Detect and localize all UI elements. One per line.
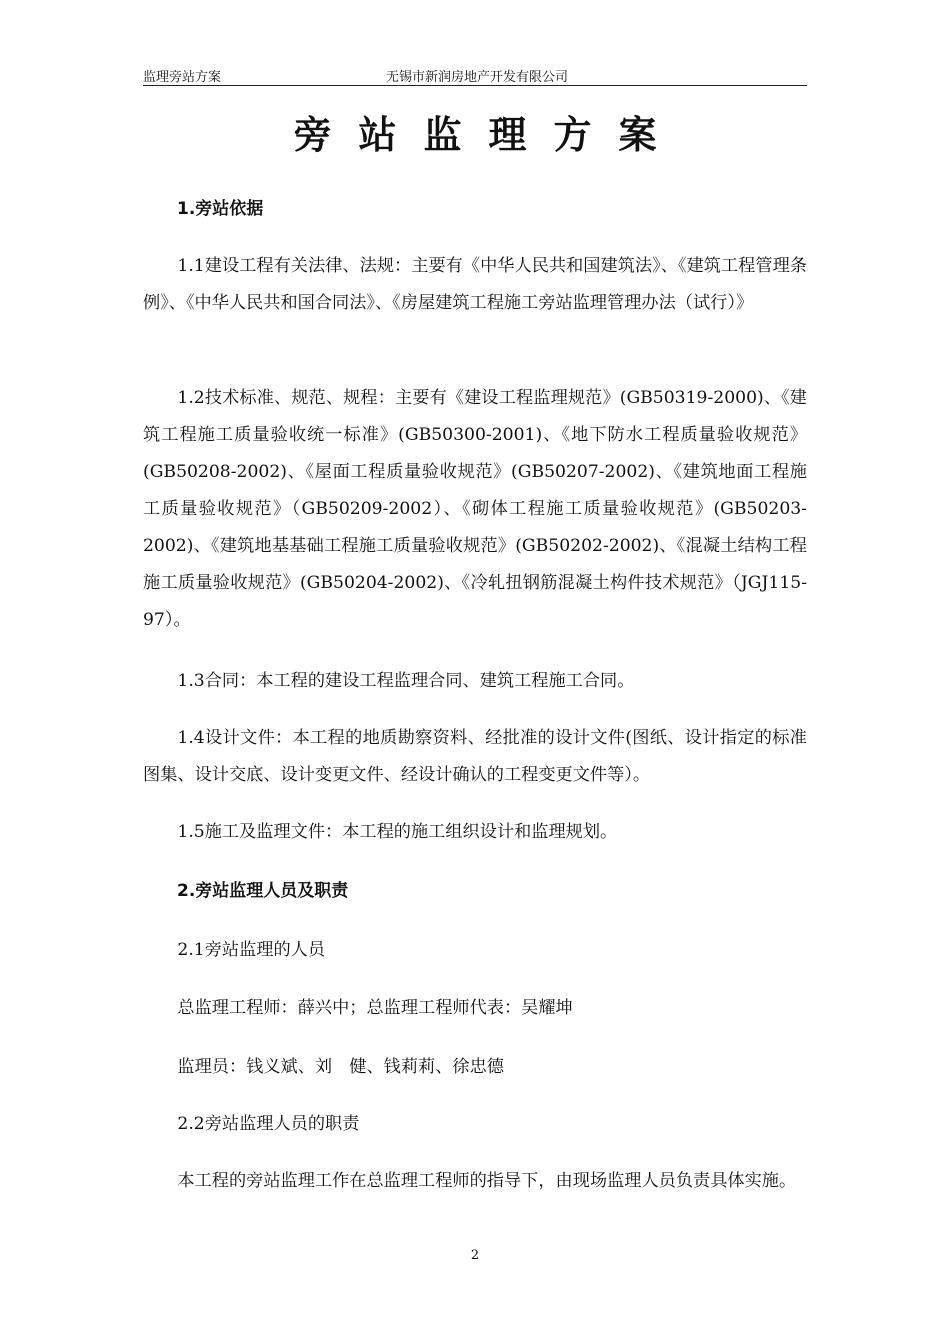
- paragraph-1-5: 1.5施工及监理文件：本工程的施工组织设计和监理规划。: [177, 822, 618, 842]
- document-title: 旁站监理方案: [293, 113, 684, 157]
- supervisors-line: 监理员：钱义斌、刘 健、钱莉莉、徐忠德: [177, 1057, 504, 1077]
- page-header: [143, 66, 807, 86]
- page-number: 2: [470, 1248, 480, 1263]
- paragraph-2-1: 2.1旁站监理的人员: [177, 940, 326, 960]
- paragraph-2-2-text: 本工程的旁站监理工作在总监理工程师的指导下，由现场监理人员负责具体实施。: [177, 1171, 797, 1191]
- header-doc-name: 监理旁站方案: [143, 70, 222, 85]
- paragraph-1-2: 1.2技术标准、规范、规程：主要有《建设工程监理规范》(GB50319-2000)、《建筑工程施工质量验收统一标准》(GB50300-2001)、《地下防水工程质量验收规范》(GB50208-2002)、《屋面工程质量验收规范》(GB50207-2002)、《建筑地面工程施工质量验收规范》（GB50209-2002）、《砌体工程施工质量验收规范》(GB50203-2002)、《建筑地基基础工程施工质量验收规范》(GB50202-2002)、《混凝土结构工程施工质量验收规范》(GB50204-2002)、《冷轧扭钢筋混凝土构件技术规范》（JGJ115-97）。: [143, 388, 807, 630]
- paragraph-1-1: 1.1建设工程有关法律、法规：主要有《中华人民共和国建筑法》、《建筑工程管理条例》、《中华人民共和国合同法》、《房屋建筑工程施工旁站监理管理办法（试行）》: [143, 256, 807, 313]
- chief-supervisor-line: 总监理工程师：薛兴中；总监理工程师代表：吴耀坤: [177, 998, 573, 1018]
- paragraph-2-2: 2.2旁站监理人员的职责: [177, 1114, 360, 1134]
- paragraph-1-4: 1.4设计文件：本工程的地质勘察资料、经批准的设计文件(图纸、设计指定的标准图集、设计交底、设计变更文件、经设计确认的工程变更文件等）。: [143, 728, 807, 785]
- section-2-heading: 2.旁站监理人员及职责: [177, 881, 349, 901]
- header-company: 无锡市新润房地产开发有限公司: [386, 70, 569, 85]
- paragraph-1-3: 1.3合同：本工程的建设工程监理合同、建筑工程施工合同。: [177, 671, 635, 691]
- section-1-heading: 1.旁站依据: [177, 199, 264, 219]
